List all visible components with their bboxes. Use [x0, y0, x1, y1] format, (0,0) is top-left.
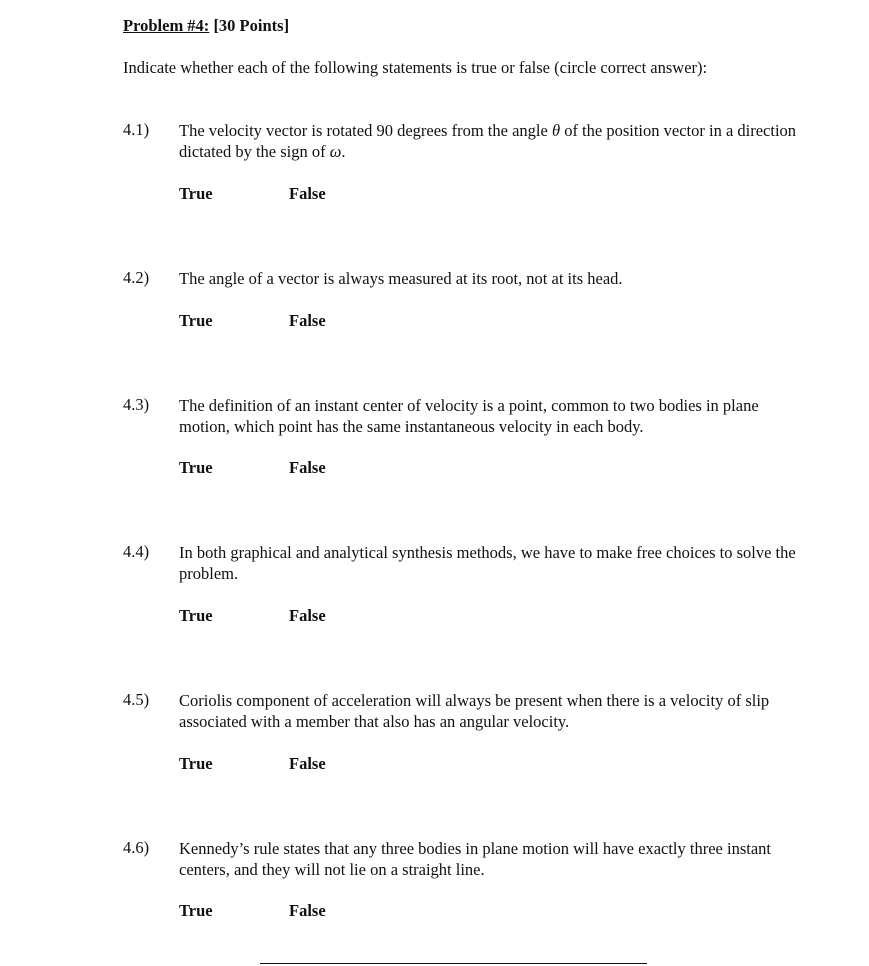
question-number: 4.3) — [123, 395, 150, 414]
question-statement: The definition of an instant center of velocity is a point, common to two bodies in plane motion, which point has the same instantaneous velocity in each body. — [179, 396, 759, 436]
true-option[interactable]: True — [179, 606, 213, 625]
true-option[interactable]: True — [179, 901, 213, 920]
question-statement: Kennedy’s rule states that any three bodies in plane motion will have exactly three instant centers, and they will not lie on a straight line. — [179, 839, 771, 879]
false-option[interactable]: False — [289, 606, 326, 625]
instructions: Indicate whether each of the following statements is true or false (circle correct answer): — [123, 58, 708, 77]
question-number: 4.6) — [123, 838, 150, 857]
false-option[interactable]: False — [289, 311, 326, 330]
false-option[interactable]: False — [289, 184, 326, 203]
question-number: 4.2) — [123, 268, 150, 287]
false-option[interactable]: False — [289, 901, 326, 920]
question-number: 4.5) — [123, 690, 150, 709]
question-statement: The angle of a vector is always measured at its root, not at its head. — [179, 269, 623, 288]
problem-points: [30 Points] — [209, 16, 290, 35]
true-option[interactable]: True — [179, 458, 213, 477]
false-option[interactable]: False — [289, 458, 326, 477]
true-option[interactable]: True — [179, 184, 213, 203]
question-statement: Coriolis component of acceleration will always be present when there is a velocity of slip associated with a member that also has an angular velocity. — [179, 691, 770, 731]
question-statement: In both graphical and analytical synthesis methods, we have to make free choices to solve the problem. — [179, 543, 796, 583]
question-statement: The velocity vector is rotated 90 degrees from the angle θ of the position vector in a direction dictated by the sign of ω. — [179, 121, 797, 161]
problem-number: Problem #4: — [123, 16, 210, 35]
problem-title — [123, 16, 289, 36]
false-option[interactable]: False — [289, 754, 326, 773]
divider-line — [260, 963, 647, 964]
question-number: 4.1) — [123, 120, 150, 139]
true-option[interactable]: True — [179, 754, 213, 773]
question-number: 4.4) — [123, 542, 150, 561]
true-option[interactable]: True — [179, 311, 213, 330]
